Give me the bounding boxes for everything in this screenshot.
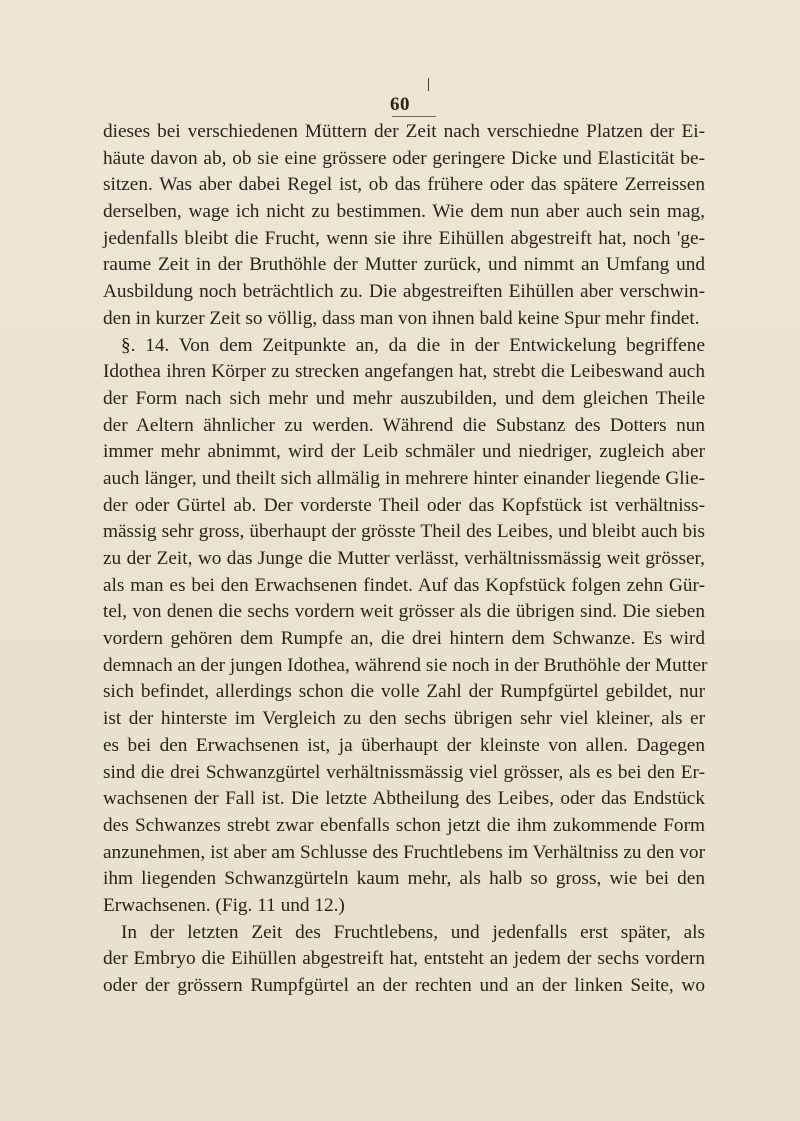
text-line: den in kurzer Zeit so völlig, dass man von ihnen bald keine Spur mehr findet. [103, 307, 700, 329]
text-line: es bei den Erwachsenen ist, ja überhaupt der kleinste von allen. Dagegen [103, 734, 705, 756]
text-line: oder der grössern Rumpfgürtel an der rechten und an der linken Seite, wo [103, 975, 705, 996]
text-line: Erwachsenen. (Fig. 11 und 12.) [103, 894, 345, 916]
text-line: sich befindet, allerdings schon die volle Zahl der Rumpfgürtel gebildet, nur [103, 681, 705, 703]
text-line: Ausbildung noch beträchtlich zu. Die abgestreiften Eihüllen aber verschwin- [103, 281, 705, 303]
text-line: wachsenen der Fall ist. Die letzte Abtheilung des Leibes, oder das Endstück [103, 788, 705, 810]
text-line: ihm liegenden Schwanzgürteln kaum mehr, als halb so gross, wie bei den [103, 868, 705, 890]
section-start-line: §. 14. Von dem Zeitpunkte an, da die in der Entwickelung begriffene [121, 334, 705, 356]
text-line: sind die drei Schwanzgürtel verhältnissmässig viel grösser, als es bei den Er- [103, 761, 705, 783]
text-line: auch länger, und theilt sich allmälig in mehrere hinter einander liegende Glie- [103, 467, 705, 489]
page-number: 60 [390, 94, 410, 115]
paragraph-start-line: In der letzten Zeit des Fruchtlebens, und jedenfalls erst später, als [121, 921, 705, 943]
text-line: immer mehr abnimmt, wird der Leib schmäler und niedriger, zugleich aber [103, 441, 705, 463]
text-line: raume Zeit in der Bruthöhle der Mutter zurück, und nimmt an Umfang und [103, 254, 705, 276]
text-line: zu der Zeit, wo das Junge die Mutter verlässt, verhältnissmässig weit grösser, [103, 548, 705, 569]
text-line: jedenfalls bleibt die Frucht, wenn sie ihre Eihüllen abgestreift hat, noch 'ge- [103, 227, 705, 249]
text-line: mässig sehr gross, überhaupt der grösste Theil des Leibes, und bleibt auch bis [103, 521, 705, 543]
text-line: Idothea ihren Körper zu strecken angefangen hat, strebt die Leibeswand auch [103, 361, 705, 383]
text-line: derselben, wage ich nicht zu bestimmen. Wie dem nun aber auch sein mag, [103, 201, 705, 223]
text-line: vordern gehören dem Rumpfe an, die drei hintern dem Schwanze. Es wird [103, 628, 705, 650]
text-line: der Embryo die Eihüllen abgestreift hat, entsteht an jedem der sechs vordern [103, 948, 705, 970]
text-line: demnach an der jungen Idothea, während sie noch in der Bruthöhle der Mutter [103, 654, 708, 676]
text-line: der Aeltern ähnlicher zu werden. Während die Substanz des Dotters nun [103, 414, 705, 436]
text-line: ist der hinterste im Vergleich zu den sechs übrigen sehr viel kleiner, als er [103, 708, 705, 730]
text-line: sitzen. Was aber dabei Regel ist, ob das frühere oder das spätere Zerreissen [103, 174, 705, 196]
text-line: der oder Gürtel ab. Der vorderste Theil oder das Kopfstück ist verhältniss- [103, 494, 705, 516]
text-line: dieses bei verschiedenen Müttern der Zeit nach verschiedne Platzen der Ei- [103, 121, 705, 142]
text-line: anzunehmen, ist aber am Schlusse des Fruchtlebens im Verhältniss zu den vor [103, 841, 705, 863]
text-line: tel, von denen die sechs vordern weit grösser als die übrigen sind. Die sieben [103, 601, 705, 623]
text-line: der Form nach sich mehr und mehr auszubilden, und dem gleichen Theile [103, 387, 705, 409]
text-line: häute davon ab, ob sie eine grössere oder geringere Dicke und Elasticität be- [103, 147, 705, 169]
text-line: des Schwanzes strebt zwar ebenfalls schon jetzt die ihm zukommende Form [103, 814, 705, 836]
page-mark [428, 78, 429, 91]
page-number-rule [392, 116, 436, 117]
text-line: als man es bei den Erwachsenen findet. Auf das Kopfstück folgen zehn Gür- [103, 574, 705, 596]
body-text [103, 119, 708, 1000]
